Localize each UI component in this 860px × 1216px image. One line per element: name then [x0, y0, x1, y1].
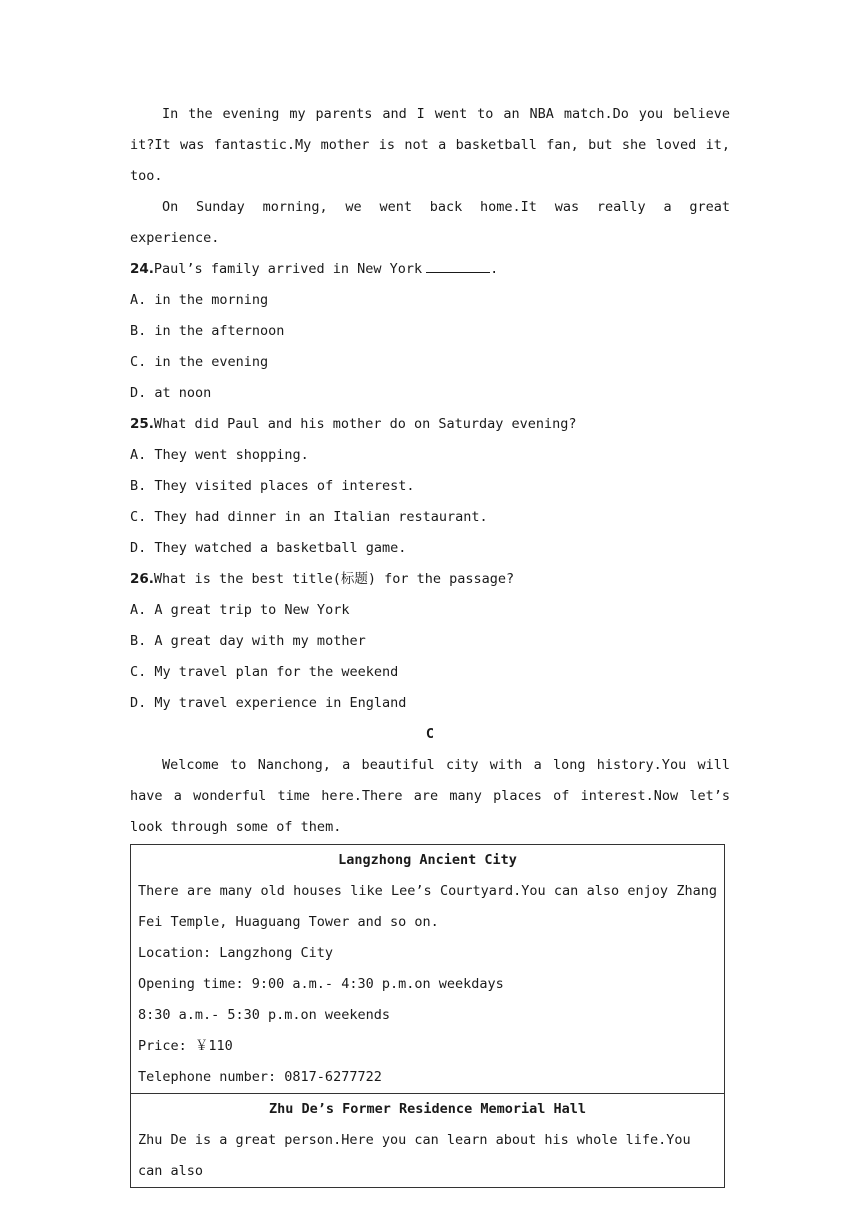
section-intro: Welcome to Nanchong, a beautiful city with a long history.You will have a wonderful time here.There are many places of interest.Now let’s look through some of them.: [130, 757, 730, 835]
passage-paragraph: On Sunday morning, we went back home.It was really a great experience.: [130, 199, 730, 246]
place-description: Zhu De is a great person.Here you can learn about his whole life.You can also: [138, 1132, 691, 1179]
answer-option: D. My travel experience in England: [130, 695, 407, 711]
answer-blank: [426, 260, 490, 273]
place-opening-weekends: 8:30 a.m.- 5:30 p.m.on weekends: [138, 1007, 390, 1023]
question-stem: [130, 254, 730, 285]
answer-option: A. They went shopping.: [130, 447, 309, 463]
answer-option: C. They had dinner in an Italian restaurant.: [130, 509, 488, 525]
answer-option: C. My travel plan for the weekend: [130, 664, 399, 680]
answer-option: A. A great trip to New York: [130, 602, 350, 618]
table-row: [131, 845, 725, 1094]
answer-option: B. in the afternoon: [130, 323, 285, 339]
answer-option: D. at noon: [130, 385, 212, 401]
question-text-end: .: [490, 261, 499, 277]
answer-option: B. A great day with my mother: [130, 633, 366, 649]
question-number: 26.: [130, 571, 154, 587]
question-number: 25.: [130, 416, 154, 432]
question-stem: [130, 409, 730, 440]
answer-option: C. in the evening: [130, 354, 269, 370]
answer-option: B. They visited places of interest.: [130, 478, 415, 494]
section-heading: C: [425, 726, 435, 742]
place-location: Location: Langzhong City: [138, 945, 334, 961]
place-title: Zhu De’s Former Residence Memorial Hall: [269, 1101, 586, 1117]
place-description: There are many old houses like Lee’s Courtyard.You can also enjoy Zhang Fei Temple, Huaguang Tower and so on.: [138, 883, 717, 930]
document-page: [130, 99, 730, 1188]
question-text: Paul’s family arrived in New York: [153, 261, 423, 277]
place-cell: [131, 845, 725, 1094]
question-text: What did Paul and his mother do on Saturday evening?: [153, 416, 577, 432]
question-text: What is the best title(标题) for the passage?: [153, 571, 515, 587]
place-opening-weekdays: Opening time: 9:00 a.m.- 4:30 p.m.on weekdays: [138, 976, 504, 992]
passage-paragraph: In the evening my parents and I went to an NBA match.Do you believe it?It was fantastic.My mother is not a basketball fan, but she loved it, too.: [130, 106, 730, 184]
answer-option: A. in the morning: [130, 292, 269, 308]
answer-option: D. They watched a basketball game.: [130, 540, 407, 556]
place-price: Price: ￥110: [138, 1038, 233, 1054]
places-table: [130, 844, 725, 1188]
place-title: Langzhong Ancient City: [338, 852, 517, 868]
place-telephone: Telephone number: 0817-6277722: [138, 1069, 382, 1085]
question-stem: [130, 564, 730, 595]
question-number: 24.: [130, 261, 154, 277]
table-row: [131, 1094, 725, 1188]
place-cell: [131, 1094, 725, 1188]
